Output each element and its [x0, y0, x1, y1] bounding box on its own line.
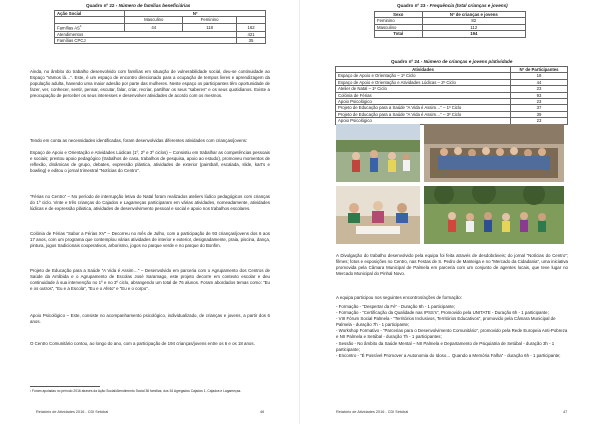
- table23-caption-number: Quadro nº 23: [397, 3, 426, 8]
- footnote-marker: 1: [79, 23, 82, 28]
- table23-total-value: 194: [422, 31, 525, 37]
- table23-row-value: 82: [422, 18, 525, 24]
- photo-group-indoor: [424, 124, 564, 182]
- table22-female-count: 118: [183, 23, 237, 31]
- list-item: - Formação - “Despertar da Fé” - Duração 6h - 1 participante;: [336, 304, 456, 309]
- table24-caption: [391, 59, 512, 64]
- table23-head-count: Nº de crianças e jovens: [422, 12, 525, 18]
- table24-row-value: 23: [511, 118, 568, 124]
- table24-row-value: 93: [511, 92, 568, 98]
- table-22: [54, 10, 266, 44]
- table24-row-label: Apoio Psicológico: [336, 118, 511, 124]
- footnote-divider: [30, 386, 100, 387]
- table24-row-label: Atelier de Natal – 1º Ciclo: [336, 86, 511, 92]
- table23-row-label: Feminino: [375, 18, 423, 24]
- table22-total-count: 162: [237, 23, 266, 31]
- table23-head-sex: Sexo: [375, 12, 423, 18]
- table23-row-value: 112: [422, 24, 525, 30]
- table24-head-participants: Nº de Participantes: [511, 67, 568, 73]
- paragraph-colonia-ferias: Colónia de Férias “Sabor a Férias XV” – Decorreu no mês de Julho, com a participação de 93 crianças/jovens dos 6 aos 17 anos, com um programa que contemplou várias atividades de interior e exterior, designadamente, praia, piscina, dança, pintura, jogos tradicionais cooperativos, arborismo, jogos no parque verde e no parque do Bonfim.: [30, 231, 270, 249]
- table23-caption: [397, 3, 508, 8]
- paragraph-ferias-no-centro: “Férias no Centro” – No período de interrupção letiva do Natal foram realizados ateliers lúdico pedagógicos com crianças do 1º ciclo. Vinte e três crianças do Cajados e Lagameças participaram em várias atividades, nomeadamente, atividades lúdicas e de expressão plástica, atividades de desenvolvimento pessoal e social e apoio nos trabalhos escolares.: [30, 194, 270, 212]
- table24-row-value: 18: [511, 73, 568, 79]
- table24-row-label: Apoio Psicológico: [336, 99, 511, 105]
- table24-head-activities: Atividades: [336, 67, 511, 73]
- table-24: [335, 66, 568, 125]
- table-row-total: [375, 31, 526, 37]
- table24-caption-title: - Número de crianças e jovens p/atividade: [419, 59, 513, 64]
- table-row: [55, 23, 266, 31]
- table24-row-label: Espaço de Apoio e Orientação e Atividades Lúdicas – 2º Ciclo: [336, 79, 511, 85]
- table24-row-value: 23: [511, 86, 568, 92]
- table22-row-label: Famílias CPCJ: [55, 38, 237, 44]
- paragraph-activities-intro: Tendo em conta as necessidades identificadas, foram desenvolvidas diferentes atividades com crianças/jovens:: [30, 138, 248, 143]
- table-23: [374, 11, 526, 38]
- photo-park-group: [424, 186, 564, 244]
- table24-row-value: 39: [511, 111, 568, 117]
- table22-sub-female: Feminino: [183, 17, 237, 23]
- training-list: [336, 304, 568, 359]
- table22-total-count: 421: [237, 31, 266, 37]
- footer-report-title: Relatório de Atividades 2016 - CDI Setúbal: [336, 410, 409, 414]
- footnote: ¹ Foram apoiadas no período 2016 através da Ação Social/Atendimento Social 36 famílias, dos 34 Agregados Cajados 1, Cajados e Lagameças.: [30, 389, 242, 393]
- list-item: - Encontro - “É Possível Promover a Autonomia do Idoso… Quando a Memória Falha” - duração 6h - 1 participante;: [336, 352, 561, 358]
- table24-row-label: Projeto de Educação para a Saúde “A Vida é Assim…” – 3º Ciclo: [336, 111, 511, 117]
- table24-row-label: Colónia de Férias: [336, 92, 511, 98]
- table22-caption: [86, 3, 190, 8]
- table22-head-count: Nº: [125, 11, 266, 17]
- table24-row-value: 44: [511, 79, 568, 85]
- paragraph-psych-support: Apoio Psicológico – Este, consiste no acompanhamento psicológico, individualizado, de crianças e jovens, a partir dos 6 anos.: [30, 313, 270, 325]
- table22-row-label: [55, 23, 125, 31]
- table24-row-value: 23: [511, 99, 568, 105]
- right-page: [300, 0, 600, 424]
- photo-outdoor-children: [336, 124, 420, 182]
- table24-row-value: 37: [511, 105, 568, 111]
- paragraph-health-project: Projeto de Educação para a Saúde “A Vida é Assim…” – Desenvolvido em parceria com o Agrupamento dos Centros de Saúde da Arrábida e o Agrupamento de Escolas José Saramago, este projeto decorre em contexto escolar e deu continuidade à sua intervenção no 1º e no 3º ciclo, abrangendo um total de 76 alunos. Foram abordados temas como: “Eu e os outros”, “Eu e a Escola”, “Eu e o Afeto” e “Eu e o corpo”.: [30, 268, 270, 292]
- table22-caption-title: - Número de famílias beneficiárias: [114, 3, 191, 8]
- table23-total-label: Total: [375, 31, 423, 37]
- table23-caption-title: - Frequência (total crianças e jovens): [425, 3, 508, 8]
- paragraph-vamos-la: Ainda, no âmbito do trabalho desenvolvido com famílias em situação de vulnerabilidade social, deu-se continuidade ao Espaço “Vamos lá…”. Este, é um espaço de encontro direcionado para a ocupação de tempos livres e aprendizagem da população adulta, havendo uma maior adesão por parte das mulheres. Neste espaço os participantes têm oportunidade de fazer, ver, conhecer, sentir, pensar, escutar, falar, criar, recriar, partilhar os seus “saberes” e os seus quotidianos. Existe a preocupação de perceber os seus interesses e desenvolver atividades de acordo com os mesmos.: [30, 69, 270, 99]
- paragraph-center-total: O Centro Comunitário contou, ao longo do ano, com a participação de 194 crianças/jovens entre os 6 e os 18 anos.: [30, 341, 255, 346]
- table22-head-social: Ação Social: [55, 11, 125, 17]
- paragraph-training-intro: A equipa participou nos seguintes encontros/ações de formação:: [336, 295, 462, 300]
- families-as-label: Famílias AS: [57, 25, 80, 31]
- list-item: - Workshop Formativo - “Parcerias para o Desenvolvimento Comunitário”, promovido pela Rede Europeia Anti-Pobreza e NII Palmela e Setúbal - duração 7h - 1 participantes;: [336, 328, 568, 340]
- paragraph-dissemination: A Divulgação do trabalho desenvolvido pela equipa foi feita através de desdobráveis; do jornal “Notícias do Centro”; filmes; fotos e exposições no Centro, nas Festas de S. Pedro de Manteiga e no “Mercado da Cidadania”, uma iniciativa promovida pela Câmara Municipal de Palmela em parceria com um conjunto de agentes locais, que teve lugar no Mercado Municipal do Pinhal Novo.: [336, 253, 568, 277]
- table24-row-label: Projeto de Educação para a Saúde “A Vida é Assim…” – 1º Ciclo: [336, 105, 511, 111]
- table22-total-count: 35: [237, 38, 266, 44]
- footer-report-title: Relatório de Atividades 2016 - CDI Setúbal: [36, 410, 109, 414]
- table24-row-label: Espaço de Apoio e Orientação – 1º Ciclo: [336, 73, 511, 79]
- photo-activity-table: [336, 186, 420, 244]
- table22-sub-male: Masculino: [125, 17, 183, 23]
- table23-row-label: Masculino: [375, 24, 423, 30]
- table-row: [55, 38, 266, 44]
- list-item: - VIII Fórum Social Palmela - “Territórios Inclusivos, Territórios Educativos”, promovido pela Câmara Municipal de Palmela - duração 7h - 1 participante;: [336, 316, 556, 328]
- table22-male-count: 44: [125, 23, 183, 31]
- list-item: - Formação - “Certificação da Qualidade nas IPSS’s”, Promovido pela UNITATE - Duração 6h - 1 participante;: [336, 310, 549, 316]
- table22-row-label: Atendimentos: [55, 31, 237, 37]
- paragraph-support-space: Espaço de Apoio e Orientação e Atividades Lúdicas (1º, 2º e 3º ciclos) – Consistiu em trabalhar as competências pessoais e sociais; prestou apoio pedagógico (trabalhos de casa, trabalhos de pesquisa, apoio ao estudo), promoveu momentos de reflexão, dinâmicas de grupo, debates, expressão plástica, atividades de exterior (paintball, escalada, slide, kart's e bowling) e editou o jornal trimestral “Notícias do Centro”.: [30, 150, 270, 174]
- table22-caption-number: Quadro nº 22: [86, 3, 115, 8]
- photo-collage: [336, 124, 564, 244]
- footer-page-number: 47: [563, 410, 568, 414]
- table24-caption-number: Quadro nº 24: [391, 59, 420, 64]
- list-item: - Sessão - No âmbito da Saúde Mental – NII Palmela e Departamento de Psiquiatria de Setúbal - duração 3h - 1 participante;: [336, 340, 555, 352]
- footer-page-number: 46: [260, 410, 265, 414]
